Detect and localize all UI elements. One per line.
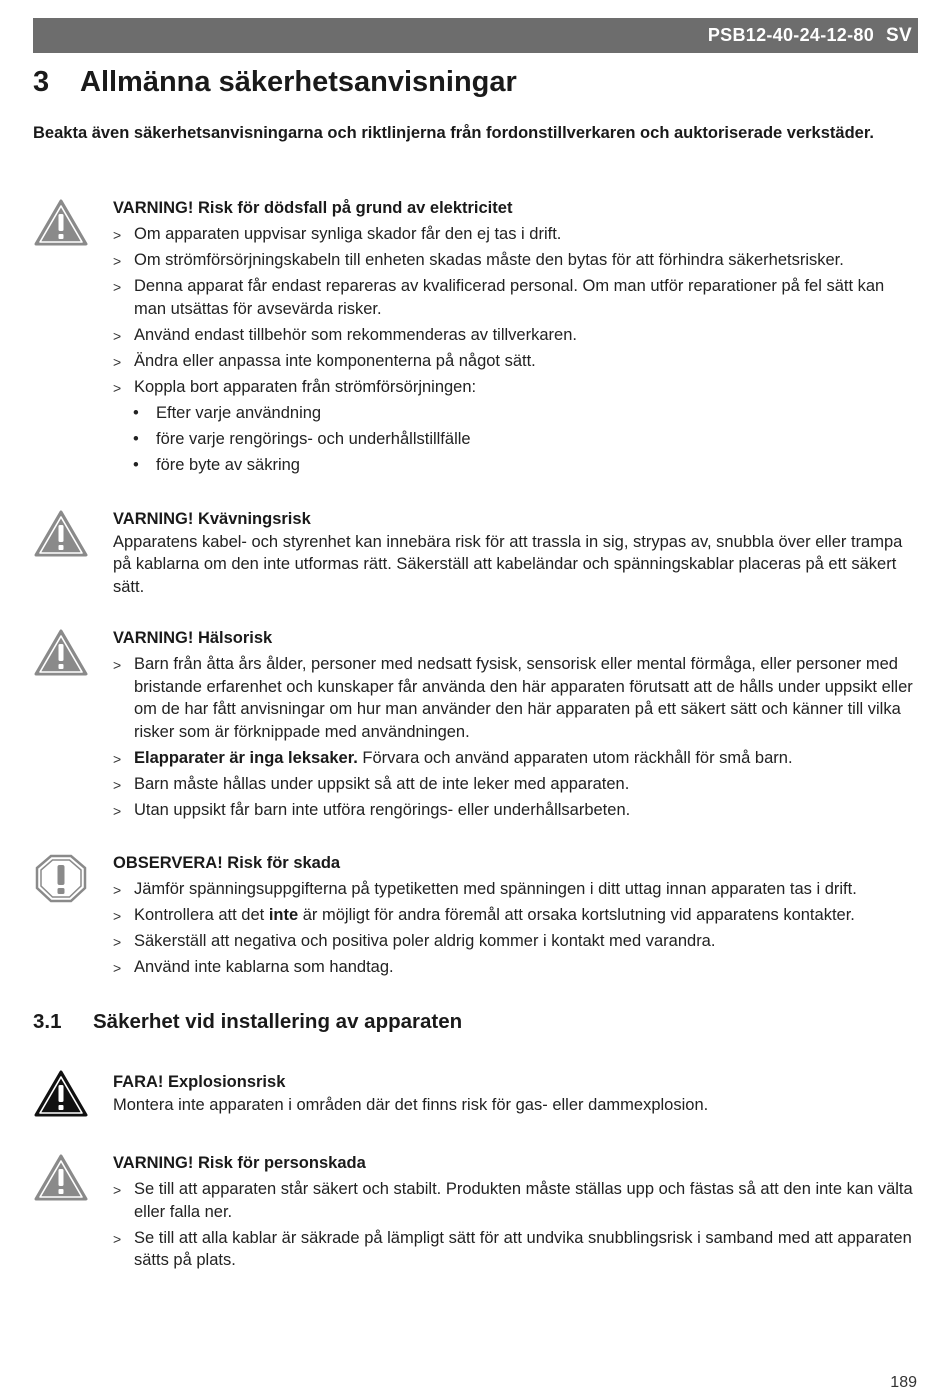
list-item: > Elapparater är inga leksaker. Förvara och använd apparaten utom räckhåll för små barn. xyxy=(113,748,793,767)
chapter-title-text: Allmänna säkerhetsanvisningar xyxy=(80,66,517,98)
list-item: > Om apparaten uppvisar synliga skador får den ej tas i drift. xyxy=(113,225,562,243)
section-title: Säkerhet vid installering av apparaten xyxy=(93,1010,463,1033)
sub-list-item: • Efter varje användning xyxy=(133,403,322,422)
section-number: 3.1 xyxy=(33,1010,62,1033)
list-item: > Använd endast tillbehör som rekommenderas av tillverkaren. xyxy=(113,325,577,344)
warning-suffocation xyxy=(33,508,918,598)
danger-title: FARA! Explosionsrisk xyxy=(113,1073,286,1091)
list-item: > Kontrollera att det inte är möjligt för andra föremål att orsaka kortslutning vid apparatens kontakter. xyxy=(113,906,855,924)
caution-octagon-icon xyxy=(33,854,89,904)
chapter-title xyxy=(33,66,517,99)
list-item: > Se till att alla kablar är säkrade på lämpligt sätt för att undvika snubblingsrisk i samband med att apparaten sätts på plats. xyxy=(113,1228,912,1269)
notice-damage xyxy=(33,852,918,979)
warning-triangle-icon xyxy=(33,508,89,558)
list-item: > Om strömförsörjningskabeln till enheten skadas måste den bytas för att förhindra säkerhetsrisker. xyxy=(113,251,844,269)
list-item: > Använd inte kablarna som handtag. xyxy=(113,958,394,976)
warning-triangle-icon xyxy=(33,627,89,677)
list-item: > Barn måste hållas under uppsikt så att de inte leker med apparaten. xyxy=(113,774,630,793)
list-item: > Ändra eller anpassa inte komponenterna på något sätt. xyxy=(113,351,536,370)
header-bar xyxy=(33,18,918,53)
warning-title: VARNING! Risk för personskada xyxy=(113,1154,366,1172)
list-item: > Utan uppsikt får barn inte utföra rengörings- eller underhållsarbeten. xyxy=(113,800,631,819)
doc-id: PSB12-40-24-12-80 xyxy=(707,25,875,45)
danger-explosion xyxy=(33,1071,918,1116)
list-item: > Koppla bort apparaten från strömförsörjningen: xyxy=(113,377,477,396)
warning-health xyxy=(33,627,918,821)
chapter-number: 3 xyxy=(33,66,50,98)
list-item: > Se till att apparaten står säkert och stabilt. Produkten måste ställas upp och fästas så att den inte kan välta eller falla ner. xyxy=(113,1180,913,1221)
warning-title: VARNING! Kvävningsrisk xyxy=(113,510,311,528)
warning-electricity xyxy=(33,197,918,476)
warning-text: Apparatens kabel- och styrenhet kan innebära risk för att trassla in sig, strypas av, snubbla över eller trampa på kablarna om den inte utformas rätt. Säkerställ att kabeländar och spänningskablar placeras på ett säkert sätt. xyxy=(113,532,903,596)
notice-title: OBSERVERA! Risk för skada xyxy=(113,854,341,872)
sub-list-item: • före byte av säkring xyxy=(133,455,300,474)
list-item: > Säkerställ att negativa och positiva poler aldrig kommer i kontakt med varandra. xyxy=(113,932,716,950)
language-code: SV xyxy=(886,24,912,46)
warning-triangle-icon xyxy=(33,1152,89,1202)
danger-triangle-icon xyxy=(33,1068,89,1118)
list-item: > Barn från åtta års ålder, personer med nedsatt fysisk, sensorisk eller mental förmåga, eller personer med bristande erfarenhet och kunskaper får använda den här apparaten förutsatt att de hålls under uppsikt eller om de har fått anvisningar om hur man använder den här apparaten på ett säkert sätt och känner till vilka risker som är förknippade med användningen. xyxy=(113,655,913,741)
list-item: > Denna apparat får endast repareras av kvalificerad personal. Om man utför reparationer på fel sätt kan man utsättas för avsevärda risker. xyxy=(113,277,885,318)
sub-list-item: • före varje rengörings- och underhållstillfälle xyxy=(133,429,471,448)
danger-text: Montera inte apparaten i områden där det finns risk för gas- eller dammexplosion. xyxy=(113,1095,709,1114)
intro-text: Beakta även säkerhetsanvisningarna och riktlinjerna från fordonstillverkaren och auktoriserade verkstäder. xyxy=(33,124,874,142)
warning-title: VARNING! Risk för dödsfall på grund av elektricitet xyxy=(113,199,513,217)
section-heading xyxy=(33,1010,462,1034)
warning-injury xyxy=(33,1152,918,1272)
page-number: 189 xyxy=(890,1374,917,1391)
warning-triangle-icon xyxy=(33,197,89,247)
list-item: > Jämför spänningsuppgifterna på typetiketten med spänningen i ditt uttag innan apparaten tas i drift. xyxy=(113,880,857,898)
warning-title: VARNING! Hälsorisk xyxy=(113,629,273,647)
